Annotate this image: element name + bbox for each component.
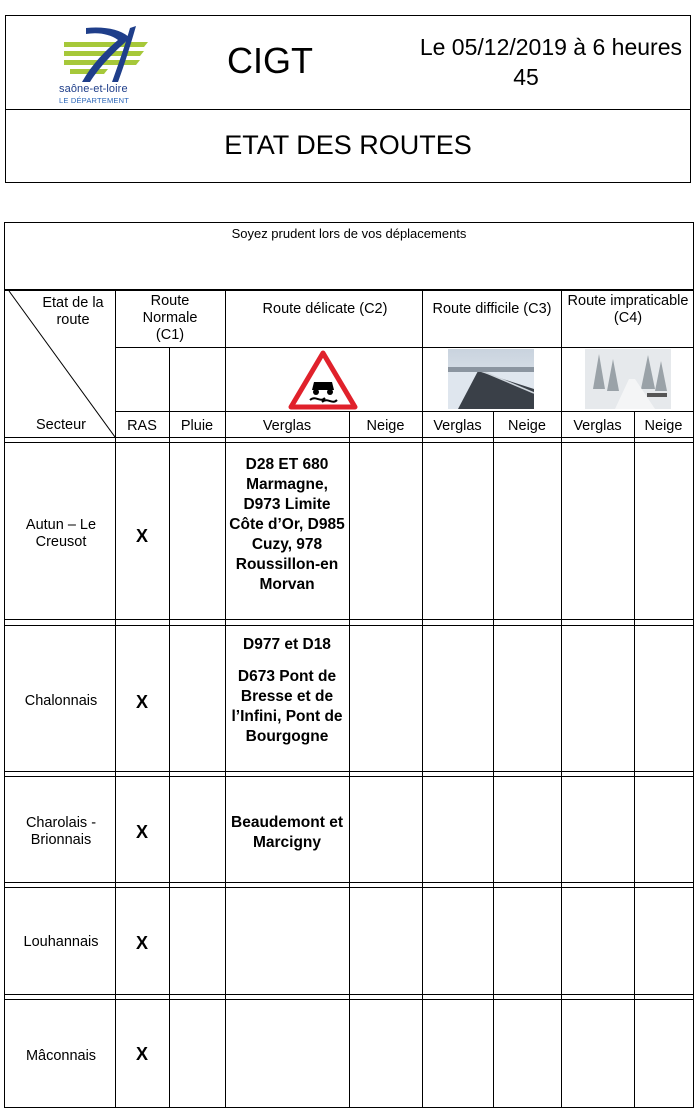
ras-mark-maconnais: X <box>135 1044 148 1064</box>
group-header-c4: Route impraticable (C4) <box>567 293 689 326</box>
verglas-c2-charolais: Beaudemont et Marcigny <box>231 814 343 851</box>
corner-label-road-state: Etat de la route <box>42 295 104 328</box>
subheader-neige-c4: Neige <box>644 418 683 434</box>
header-top-row <box>6 16 690 110</box>
sector-chalonnais: Chalonnais <box>24 693 98 709</box>
prudence-notice: Soyez prudent lors de vos déplacements <box>5 223 693 291</box>
subheader-neige-c2: Neige <box>366 418 405 434</box>
ras-mark-chalonnais: X <box>135 692 148 712</box>
subheader-neige-c3: Neige <box>508 418 546 434</box>
logo-text: saône-et-loire <box>59 83 128 95</box>
group-header-c1: Route Normale (C1) <box>142 293 198 343</box>
subheader-verglas-c3: Verglas <box>433 418 482 434</box>
slippery-road-warning-icon <box>288 350 358 410</box>
sector-louhannais: Louhannais <box>23 934 99 950</box>
header-box <box>5 15 691 183</box>
subheader-pluie: Pluie <box>180 418 214 434</box>
report-minutes: 45 <box>513 64 539 90</box>
verglas-c2-autun: D28 ET 680 Marmagne, D973 Limite Côte d’Or, D985 Cuzy, 978 Roussillon-en Morvan <box>229 456 345 593</box>
sector-charolais-brionnais: Charolais - Brionnais <box>25 815 97 848</box>
subheader-ras: RAS <box>127 418 157 434</box>
logo-subtext: LE DÉPARTEMENT <box>59 96 130 105</box>
subheader-verglas-c2: Verglas <box>262 418 312 434</box>
cigt-title: CIGT <box>227 40 313 81</box>
ras-mark-louhannais: X <box>135 933 148 953</box>
verglas-c2-chalonnais-2: D673 Pont de Bresse et de l’Infini, Pont de Bourgogne <box>231 668 343 745</box>
sector-maconnais: Mâconnais <box>25 1048 97 1064</box>
road-status-table <box>4 222 694 1108</box>
subheader-verglas-c4: Verglas <box>573 418 622 434</box>
snow-forest-road-photo <box>585 349 671 409</box>
verglas-c2-chalonnais-1: D977 et D18 <box>243 636 331 653</box>
group-header-c3: Route difficile (C3) <box>432 301 552 317</box>
ras-mark-autun: X <box>135 526 148 546</box>
ras-mark-charolais: X <box>135 822 148 842</box>
report-date: Le 05/12/2019 à 6 heures <box>419 34 682 60</box>
snowy-road-photo <box>448 349 534 409</box>
sector-autun-le-creusot: Autun – Le Creusot <box>25 517 97 550</box>
corner-label-sector: Secteur <box>36 417 86 433</box>
group-header-c2: Route délicate (C2) <box>262 301 388 317</box>
page-title: ETAT DES ROUTES <box>224 130 472 160</box>
